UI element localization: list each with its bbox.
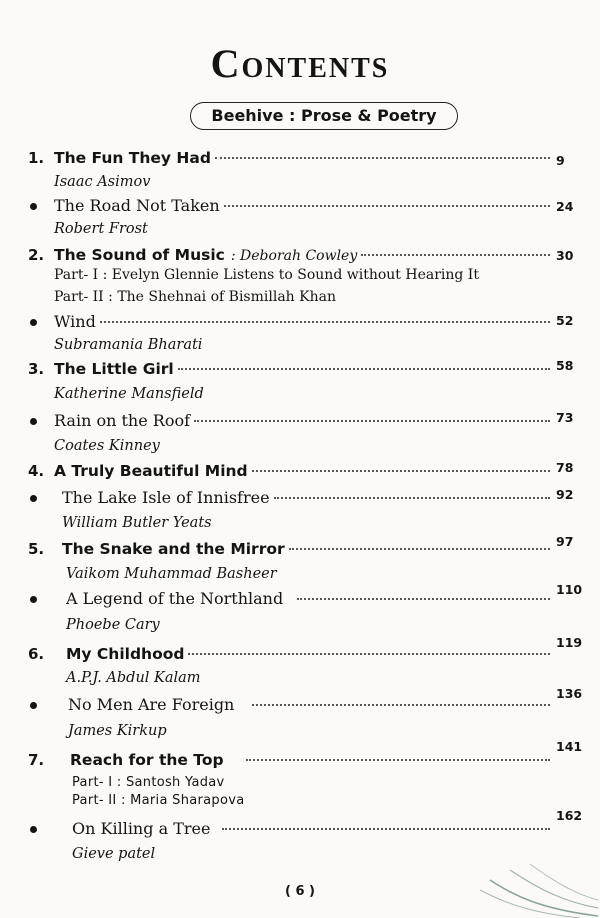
toc-entry-my-childhood[interactable] [0, 635, 600, 667]
toc-entry-sound-of-music[interactable] [0, 244, 600, 268]
chapter-title: The Sound of Music [54, 246, 225, 264]
part-title: Part- I : Evelyn Glennie Listens to Sound without Hearing It [54, 267, 479, 283]
toc-entry-snake-and-mirror[interactable] [0, 534, 600, 562]
chapter-title: The Snake and the Mirror [62, 540, 285, 558]
chapter-title: My Childhood [66, 645, 185, 663]
toc-entry-truly-beautiful-mind[interactable] [0, 460, 600, 484]
part-title: Part- II : Maria Sharapova [72, 793, 245, 808]
chapter-title: The Fun They Had [54, 149, 211, 167]
poem-title: Wind [54, 312, 96, 331]
chapter-title: The Little Girl [54, 360, 174, 378]
poem-title: On Killing a Tree [72, 819, 211, 838]
page-number: 9 [556, 153, 565, 168]
page-number: 78 [556, 460, 574, 475]
chapter-number: 3. [28, 360, 45, 378]
author: Isaac Asimov [54, 174, 151, 190]
author: : Deborah Cowley [230, 248, 358, 264]
dot-leader [178, 367, 550, 370]
chapter-number: 4. [28, 462, 45, 480]
page-title: Contents [210, 41, 390, 86]
page-number: 24 [556, 199, 574, 214]
toc-entry-fun-they-had[interactable] [0, 147, 600, 171]
page-number: 73 [556, 410, 574, 425]
page-number: 58 [556, 358, 574, 373]
chapter-title: Reach for the Top [70, 751, 224, 769]
chapter-number: 1. [28, 149, 45, 167]
bullet-icon [30, 203, 37, 210]
bullet-icon [30, 418, 37, 425]
toc-entry-reach-for-the-top[interactable] [0, 739, 600, 773]
poem-title: The Lake Isle of Innisfree [62, 488, 270, 507]
dot-leader [246, 758, 550, 761]
page-number: 141 [556, 739, 583, 754]
page-number: 52 [556, 313, 574, 328]
poem-title: No Men Are Foreign [68, 695, 235, 714]
dot-leader [194, 419, 550, 422]
author: A.P.J. Abdul Kalam [66, 670, 201, 686]
toc-entry-on-killing-a-tree[interactable] [0, 808, 600, 842]
page-number: 30 [556, 248, 574, 263]
dot-leader [215, 156, 550, 159]
bullet-icon [30, 826, 37, 833]
bullet-icon [30, 495, 37, 502]
dot-leader [100, 320, 550, 323]
decorative-scribble [470, 860, 600, 918]
bullet-icon [30, 319, 37, 326]
dot-leader [361, 253, 550, 256]
dot-leader [297, 597, 550, 600]
dot-leader [289, 547, 550, 550]
author: Coates Kinney [54, 438, 160, 454]
poem-title: Rain on the Roof [54, 411, 191, 430]
author: Subramania Bharati [54, 337, 203, 353]
page-number: 119 [556, 635, 583, 650]
page-number: 92 [556, 487, 574, 502]
chapter-title: A Truly Beautiful Mind [54, 462, 248, 480]
toc-entry-road-not-taken[interactable] [0, 195, 600, 219]
poem-title: A Legend of the Northland [66, 589, 284, 608]
section-subtitle: Beehive : Prose & Poetry [190, 102, 458, 130]
poem-title: The Road Not Taken [54, 196, 220, 215]
author: James Kirkup [68, 723, 167, 739]
page-number: 162 [556, 808, 583, 823]
part-title: Part- II : The Shehnai of Bismillah Khan [54, 289, 336, 305]
bullet-icon [30, 596, 37, 603]
toc-entry-little-girl[interactable] [0, 358, 600, 382]
author: Vaikom Muhammad Basheer [66, 566, 277, 582]
author: William Butler Yeats [62, 515, 212, 531]
toc-entry-rain-on-the-roof[interactable] [0, 410, 600, 434]
chapter-number: 5. [28, 540, 45, 558]
chapter-number: 7. [28, 751, 45, 769]
bullet-icon [30, 702, 37, 709]
toc-entry-lake-isle-of-innisfree[interactable] [0, 487, 600, 511]
dot-leader [274, 496, 550, 499]
dot-leader [252, 703, 550, 706]
author: Phoebe Cary [66, 617, 160, 633]
page-number: 97 [556, 534, 574, 549]
chapter-number: 2. [28, 246, 45, 264]
author: Katherine Mansfield [54, 386, 204, 402]
chapter-number: 6. [28, 645, 45, 663]
dot-leader [222, 827, 550, 830]
dot-leader [188, 652, 550, 655]
part-title: Part- I : Santosh Yadav [72, 775, 225, 790]
dot-leader [224, 204, 550, 207]
author: Gieve patel [72, 846, 156, 862]
page-number: 136 [556, 686, 583, 701]
toc-entry-no-men-are-foreign[interactable] [0, 686, 600, 718]
toc-entry-legend-of-northland[interactable] [0, 582, 600, 612]
toc-entry-wind[interactable] [0, 311, 600, 335]
page-number: 110 [556, 582, 583, 597]
dot-leader [252, 469, 550, 472]
page-footer-number: ( 6 ) [285, 884, 315, 899]
author: Robert Frost [54, 221, 148, 237]
